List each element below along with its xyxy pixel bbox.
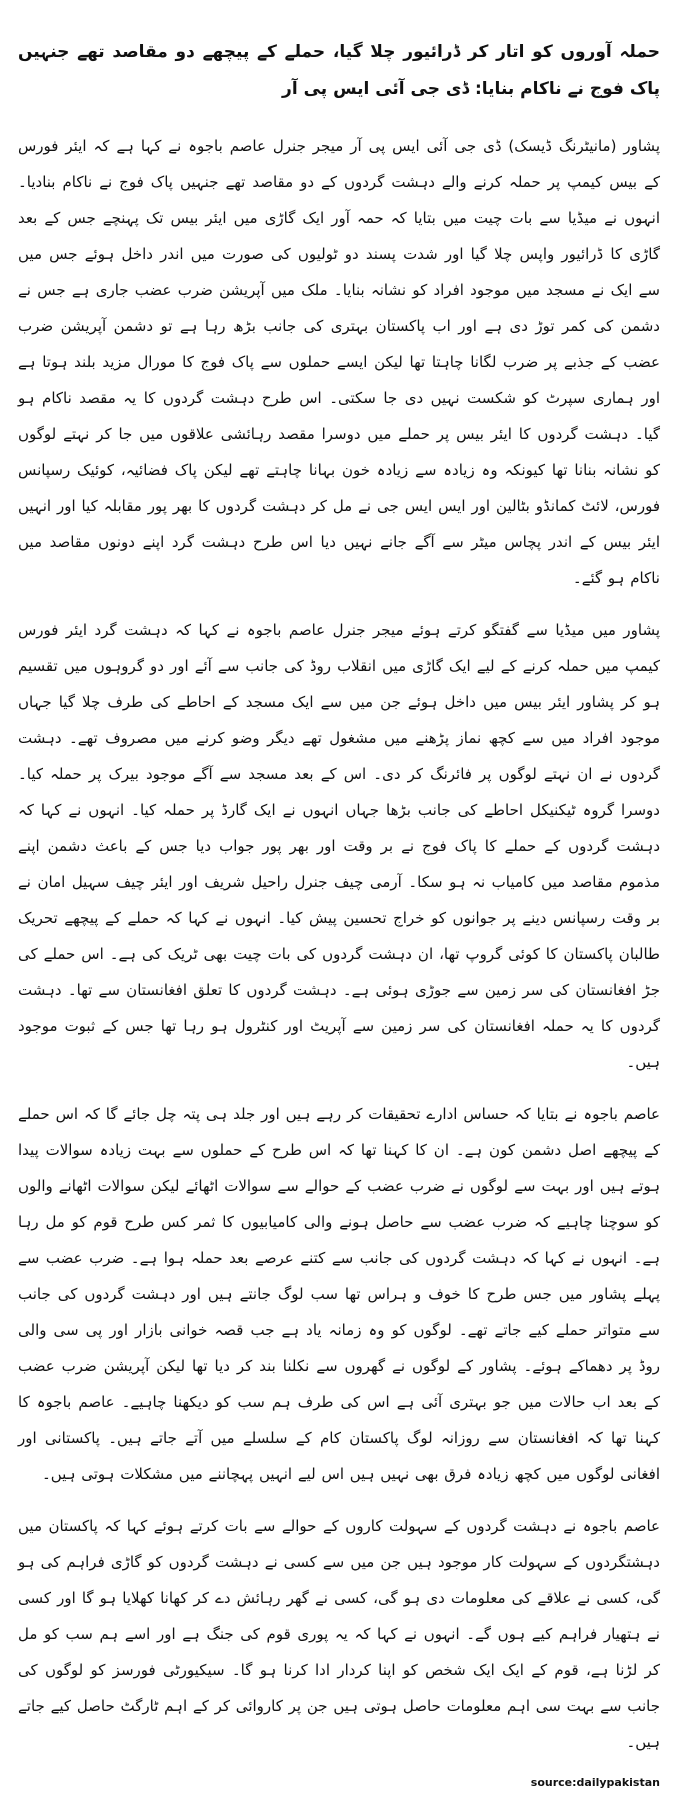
- article-paragraph-1: پشاور (مانیٹرنگ ڈیسک) ڈی جی آئی ایس پی آر میجر جنرل عاصم باجوہ نے کہا ہے کہ ایئر فورس کے بیس کیمپ پر حملہ کرنے والے دہشت گردوں کے دو مقاصد تھے جنہیں پاک فوج نے ناکام بنادیا۔ انہوں نے میڈیا سے بات چیت میں بتایا کہ حمہ آور ایک گاڑی میں ایئر بیس تک پہنچے جس کے بعد گاڑی کا ڈرائیور واپس چلا گیا اور شدت پسند دو ٹولیوں کی صورت میں اندر داخل ہوئے جس میں سے ایک نے مسجد میں موجود افراد کو نشانہ بنایا۔ ملک میں آپریشن ضرب عضب جاری ہے جس نے دشمن کی کمر توڑ دی ہے اور اب پاکستان بہتری کی جانب بڑھ رہا ہے تو دشمن آپریشن ضرب عضب کے جذبے پر ضرب لگانا چاہتا تھا لیکن ایسے حملوں سے پاک فوج کا مورال مزید بلند ہوتا ہے اور ہماری سپرٹ کو شکست نہیں دی جا سکتی۔ اس طرح دہشت گردوں کا یہ مقصد ناکام ہو گیا۔ دہشت گردوں کا ایئر بیس پر حملے میں دوسرا مقصد رہائشی علاقوں میں جا کر نہتے لوگوں کو نشانہ بنانا تھا کیونکہ وہ زیادہ سے زیادہ خون بہانا چاہتے تھے لیکن پاک فضائیہ، کوئیک رسپانس فورس، لائٹ کمانڈو بٹالین اور ایس ایس جی نے مل کر دہشت گردوں کا بھر پور مقابلہ کیا اور انہیں ایئر بیس کے اندر پچاس میٹر سے آگے جانے نہیں دیا اس طرح دہشت گرد اپنے دونوں مقاصد میں ناکام ہو گئے۔: [18, 137, 660, 587]
- article-paragraph-4: عاصم باجوہ نے دہشت گردوں کے سہولت کاروں کے حوالے سے بات کرتے ہوئے کہا کہ پاکستان میں دہشتگردوں کے سہولت کار موجود ہیں جن میں سے کسی نے دہشت گردوں کو گاڑی فراہم کی ہو گی، کسی نے علاقے کی معلومات دی ہو گی، کسی نے گھر رہائش دے کر کھانا کھلایا ہو گا اور کسی نے ہتھیار فراہم کیے ہوں گے۔ انہوں نے کہا کہ یہ پوری قوم کی جنگ ہے اور اسے ہم سب کو مل کر لڑنا ہے، قوم کے ایک ایک شخص کو اپنا کردار ادا کرنا ہو گا۔ سیکیورٹی فورسز کو لوگوں کی جانب سے بہت سی اہم معلومات حاصل ہوتی ہیں جن پر کاروائی کر کے اہم ٹارگٹ حاصل کیے جاتے ہیں۔: [18, 1517, 660, 1751]
- article-paragraph-2: پشاور میں میڈیا سے گفتگو کرتے ہوئے میجر جنرل عاصم باجوہ نے کہا کہ دہشت گرد ایئر فورس کیمپ میں حملہ کرنے کے لیے ایک گاڑی میں انقلاب روڈ کی جانب سے آئے اور دو گروہوں میں تقسیم ہو کر پشاور ایئر بیس میں داخل ہوئے جن میں سے ایک مسجد کے احاطے کی طرف چلا گیا جہاں موجود افراد میں سے کچھ نماز پڑھنے میں مشغول تھے دیگر وضو کرنے میں مصروف تھے۔ دہشت گردوں نے ان نہتے لوگوں پر فائرنگ کر دی۔ اس کے بعد مسجد سے آگے موجود بیرک پر حملہ کیا۔ دوسرا گروہ ٹیکنیکل احاطے کی جانب بڑھا جہاں انہوں نے ایک گارڈ پر حملہ کیا۔ انہوں نے کہا کہ دہشت گردوں کے حملے کا پاک فوج نے بر وقت اور بھر پور جواب دیا جس کے باعث دشمن اپنے مذموم مقاصد میں کامیاب نہ ہو سکا۔ آرمی چیف جنرل راحیل شریف اور ایئر چیف سہیل امان نے بر وقت رسپانس دینے پر جوانوں کو خراج تحسین پیش کیا۔ انہوں نے کہا کہ حملے کے پیچھے تحریک طالبان پاکستان کا کوئی گروپ تھا، ان دہشت گردوں کی بات چیت بھی ٹریک کی ہے۔ اس حملے کی جڑ افغانستان کی سر زمین سے جوڑی ہوئی ہے۔ دہشت گردوں کا تعلق افغانستان سے تھا۔ دہشت گردوں کا یہ حملہ افغانستان کی سر زمین سے آپریٹ اور کنٹرول ہو رہا تھا جس کے ثبوت موجود ہیں۔: [18, 621, 660, 1071]
- source-credit: source:dailypakistan: [530, 1776, 660, 1789]
- article-paragraph-3: عاصم باجوہ نے بتایا کہ حساس ادارے تحقیقات کر رہے ہیں اور جلد ہی پتہ چل جائے گا کہ اس حملے کے پیچھے اصل دشمن کون ہے۔ ان کا کہنا تھا کہ اس طرح کے حملوں سے بہت زیادہ سوالات پیدا ہوتے ہیں اور بہت سے لوگوں نے ضرب عضب کے حوالے سے سوالات اٹھائے لیکن سوالات اٹھانے والوں کو سوچنا چاہیے کہ ضرب عضب سے حاصل ہونے والی کامیابیوں کا ثمر کس طرح قوم کو مل رہا ہے۔ انہوں نے کہا کہ دہشت گردوں کی جانب سے کتنے عرصے بعد حملہ ہوا ہے۔ ضرب عضب سے پہلے پشاور میں جس طرح کا خوف و ہراس تھا سب لوگ جانتے ہیں اور دہشت گردوں کی جانب سے متواتر حملے کیے جاتے تھے۔ لوگوں کو وہ زمانہ یاد ہے جب قصہ خوانی بازار اور پی سی والی روڈ پر دھماکے ہوئے۔ پشاور کے لوگوں نے گھروں سے نکلنا بند کر دیا تھا لیکن آپریشن ضرب عضب کے بعد اب حالات میں جو بہتری آئی ہے اس کی طرف ہم سب کو دیکھنا چاہیے۔ عاصم باجوہ کا کہنا تھا کہ افغانستان سے روزانہ لوگ پاکستان کام کے سلسلے میں آتے جاتے ہیں۔ پاکستانی اور افغانی لوگوں میں کچھ زیادہ فرق بھی نہیں ہیں اس لیے انہیں پہچاننے میں مشکلات ہوتی ہیں۔: [18, 1105, 660, 1483]
- article-title: حملہ آوروں کو اتار کر ڈرائیور چلا گیا، حملے کے پیچھے دو مقاصد تھے جنہیں پاک فوج نے ناکام بنایا: ڈی جی آئی ایس پی آر: [18, 42, 660, 99]
